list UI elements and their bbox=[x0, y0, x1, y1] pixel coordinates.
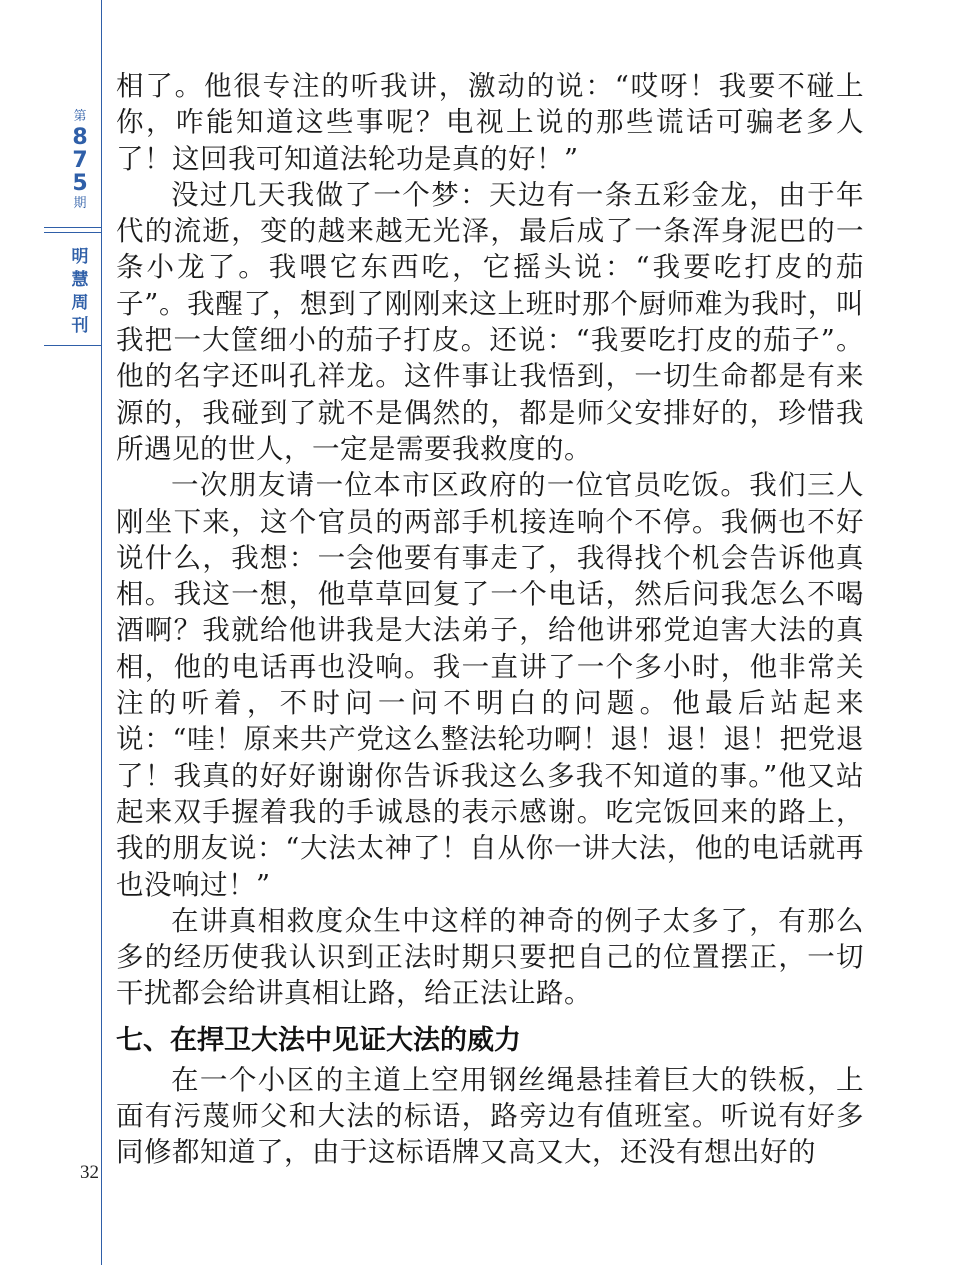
paragraph: 在讲真相救度众生中这样的神奇的例子太多了，有那么多的经历使我认识到正法时期只要把自己的位置摆正，一切干扰都会给讲真相让路，给正法让路。 bbox=[116, 904, 864, 1010]
magazine-title-char: 明 bbox=[71, 247, 89, 267]
issue-suffix: 期 bbox=[73, 196, 87, 211]
sidebar-divider bbox=[44, 232, 101, 233]
magazine-title-char: 刊 bbox=[71, 316, 89, 336]
paragraph: 在一个小区的主道上空用钢丝绳悬挂着巨大的铁板，上面有污蔑师父和大法的标语，路旁边有值班室。听说有好多同修都知道了，由于这标语牌又高又大，还没有想出好的 bbox=[116, 1063, 864, 1169]
margin-vertical-rule bbox=[101, 0, 102, 1265]
section-heading: 七、在捍卫大法中见证大法的威力 bbox=[116, 1024, 521, 1056]
paragraph: 相了。他很专注的听我讲，激动的说：“哎呀！我要不碰上你，咋能知道这些事呢？电视上说的那些谎话可骗老多人了！这回我可知道法轮功是真的好！” bbox=[116, 70, 864, 175]
sidebar-divider bbox=[44, 227, 101, 228]
issue-digit: 5 bbox=[72, 171, 88, 196]
issue-number bbox=[60, 108, 100, 213]
magazine-title-char: 周 bbox=[71, 293, 89, 313]
margin-sidebar bbox=[0, 0, 101, 1140]
issue-digit: 7 bbox=[72, 148, 88, 173]
magazine-title bbox=[60, 246, 100, 338]
issue-digit: 8 bbox=[72, 125, 88, 150]
paragraph: 一次朋友请一位本市区政府的一位官员吃饭。我们三人刚坐下来，这个官员的两部手机接连响个不停。我俩也不好说什么，我想：一会他要有事走了，我得找个机会告诉他真相。我这一想，他草草回复了一个电话，然后问我怎么不喝酒啊？我就给他讲我是大法弟子，给他讲邪党迫害大法的真相，他的电话再也没响。我一直讲了一个多小时，他非常关注的听着，不时问一问不明白的问题。他最后站起来说：“哇！原来共产党这么整法轮功啊！退！退！退！把党退了！我真的好好谢谢你告诉我这么多我不知道的事。”他又站起来双手握着我的手诚恳的表示感谢。吃完饭回来的路上，我的朋友说：“大法太神了！自从你一讲大法，他的电话就再也没响过！” bbox=[116, 469, 864, 901]
article-body bbox=[116, 68, 864, 1171]
paragraph: 没过几天我做了一个梦：天边有一条五彩金龙，由于年代的流逝，变的越来越无光泽，最后成了一条浑身泥巴的一条小龙了。我喂它东西吃，它摇头说：“我要吃打皮的茄子”。我醒了，想到了刚刚来这上班时那个厨师难为我时，叫我把一大筐细小的茄子打皮。还说：“我要吃打皮的茄子”。他的名字还叫孔祥龙。这件事让我悟到，一切生命都是有来源的，我碰到了就不是偶然的，都是师父安排好的，珍惜我所遇见的世人，一定是需要我救度的。 bbox=[116, 178, 864, 465]
issue-prefix: 第 bbox=[73, 109, 87, 124]
sidebar-divider bbox=[44, 345, 101, 346]
page-number: 32 bbox=[80, 1162, 99, 1183]
magazine-title-char: 慧 bbox=[71, 270, 89, 290]
